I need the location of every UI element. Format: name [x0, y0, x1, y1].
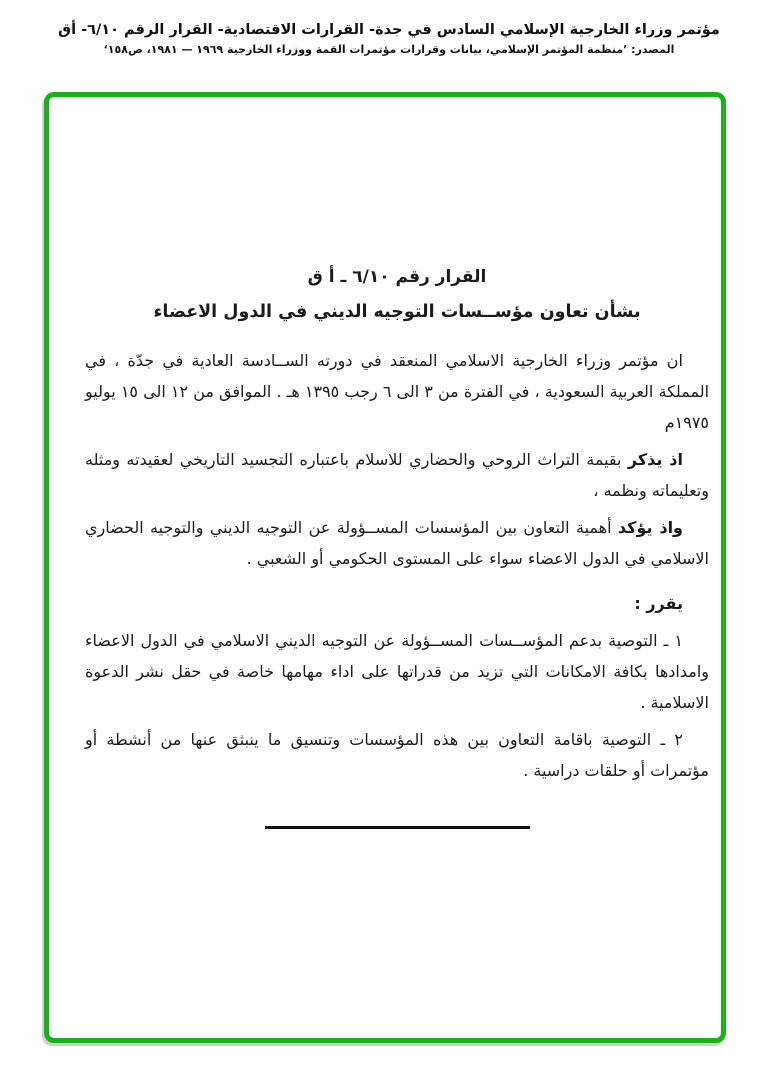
paragraph-lead: واذ يؤكد	[617, 518, 684, 537]
preamble-paragraph-2	[85, 444, 709, 506]
document-content	[49, 97, 721, 829]
paragraph-lead: اذ يذكر	[627, 450, 683, 469]
resolution-item-1: ١ ـ التوصية بدعم المؤســسات المســؤولة عن التوجيه الديني الاسلامي في الدول الاعضاء وامدادها بكافة الامكانات التي تزيد من قدراتها على اداء مهامها خاصة في حقل نشر الدعوة الاسلامية .	[85, 631, 709, 712]
resolution-title: القرار رقم ٦/١٠ ـ أ ق	[307, 267, 487, 287]
page-header	[0, 22, 778, 56]
decides-label: يقرر :	[634, 594, 683, 613]
resolution-subtitle: بشأن تعاون مؤســسات التوجيه الديني في الدول الاعضاء	[153, 302, 641, 322]
preamble-paragraph-3	[85, 512, 709, 574]
resolution-item-2: ٢ ـ التوصية باقامة التعاون بين هذه المؤسسات وتنسيق ما ينبثق عنها من أنشطة أو مؤتمرات أو حلقات دراسية .	[85, 730, 709, 780]
footer-divider-line	[265, 826, 530, 829]
paragraph-text: بقيمة التراث الروحي والحضاري للاسلام باعتباره التجسيد التاريخي لعقيدته ومثله وتعليماته ونظمه ،	[85, 450, 709, 500]
paragraph-text: أهمية التعاون بين المؤسسات المســؤولة عن التوجيه الديني والتوجيه الحضاري الاسلامي في الدول الاعضاء سواء على المستوى الحكومي أو الشعبي .	[85, 518, 709, 568]
preamble-paragraph-1	[85, 345, 709, 438]
header-source-line: المصدر: ’منظمة المؤتمر الإسلامي، بيانات وقرارات مؤتمرات القمة ووزراء الخارجية ١٩٦٩ — ١٩٨١، ص١٥٨‘	[103, 43, 675, 56]
paragraph-text: ان مؤتمر وزراء الخارجية الاسلامي المنعقد في دورته الســادسة العادية في جدّة ، في المملكة العربية السعودية ، في الفترة من ٣ الى ٦ رجب ١٣٩٥ هـ . الموافق من ١٢ الى ١٥ يوليو ١٩٧٥م	[85, 351, 710, 432]
header-title-line: مؤتمر وزراء الخارجية الإسلامي السادس في جدة- القرارات الاقتصادية- القرار الرقم ٦/١٠- أق	[58, 22, 720, 38]
document-frame	[44, 92, 726, 1043]
